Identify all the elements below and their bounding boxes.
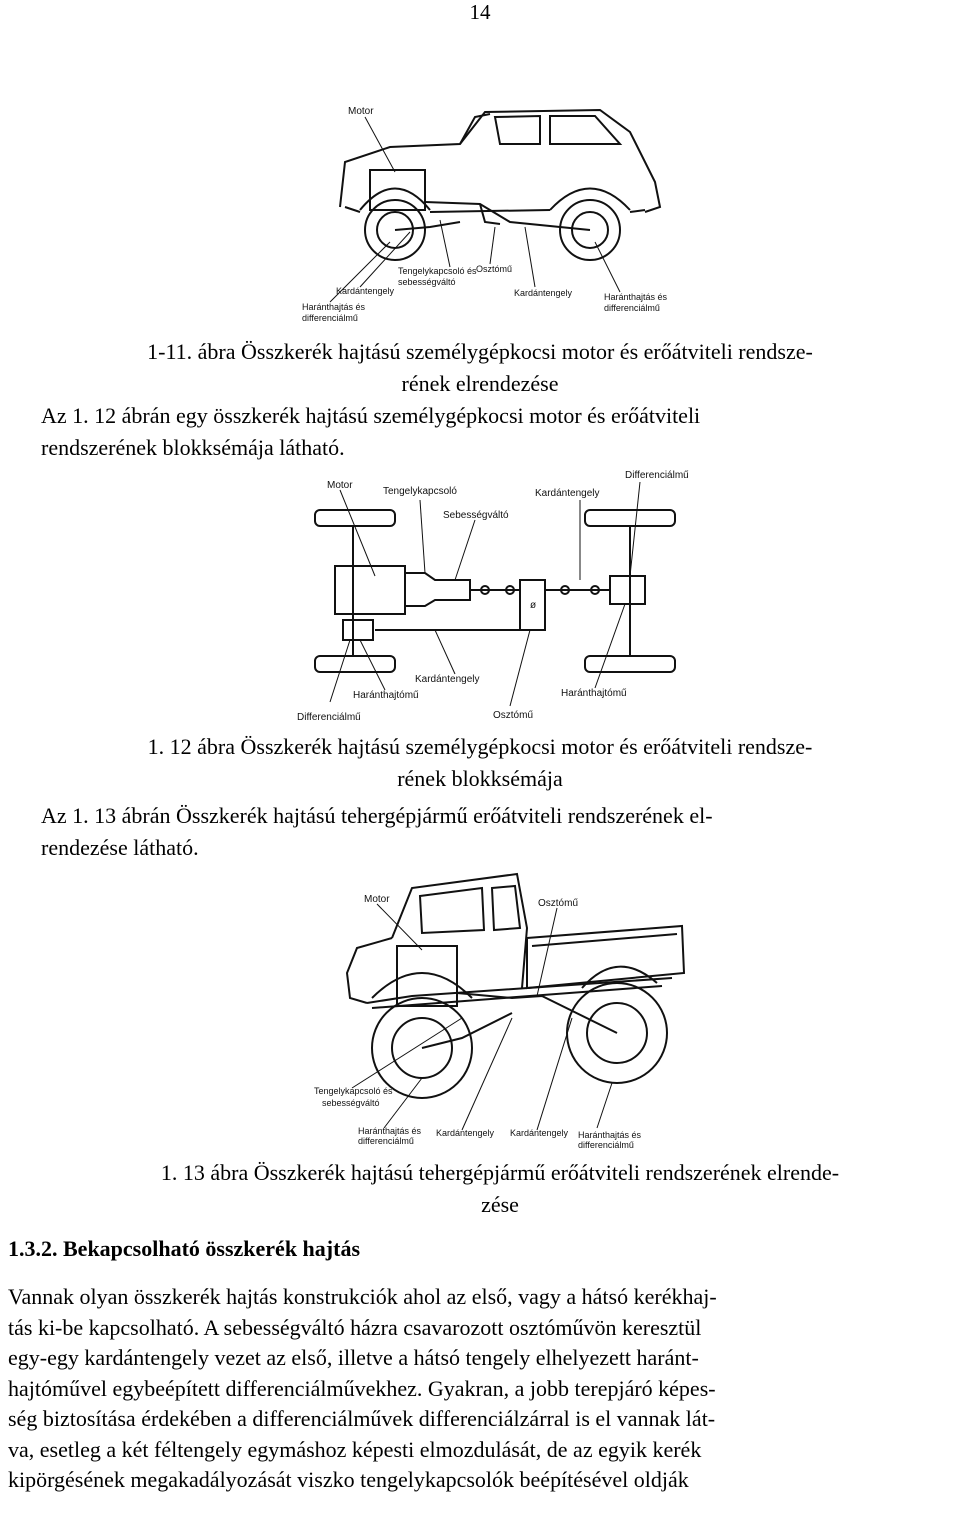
- fig2-label-sebessegvalto: Sebességváltó: [443, 510, 509, 521]
- fig1-label-haranthajtas-front-1: Haránthajtás és: [302, 302, 366, 312]
- fig1-label-haranthajtas-rear-1: Haránthajtás és: [604, 292, 668, 302]
- figure1-caption-line1: 1-11. ábra Összkerék hajtású személygépkocsi motor és erőátviteli rendsze-: [147, 339, 813, 364]
- fig1-label-kardan-rear: Kardántengely: [514, 288, 573, 298]
- figure-passenger-car: [300, 92, 680, 332]
- body-line: hajtóművel egybeépített differenciálművekhez. Gyakran, a jobb terepjáró képes-: [8, 1375, 716, 1401]
- fig3-label-haranthajtas-right-1: Haránthajtás és: [578, 1130, 642, 1140]
- body-text: [8, 1282, 953, 1496]
- fig2-label-motor: Motor: [327, 480, 353, 491]
- paragraph-2: [41, 800, 941, 864]
- fig2-label-osztomu: Osztómű: [493, 710, 534, 721]
- figure-block-schema: [295, 468, 715, 730]
- block-schema-drawing: [295, 468, 715, 730]
- body-line: ség biztosítása érdekében a differenciálművek differenciálzárral is el vannak lát-: [8, 1406, 716, 1431]
- fig3-label-kardan-1: Kardántengely: [436, 1128, 495, 1138]
- paragraph-1-line2: rendszerének blokksémája látható.: [41, 435, 345, 460]
- fig1-label-motor: Motor: [348, 106, 374, 117]
- body-line: egy-egy kardántengely vezet az első, illetve a hátsó tengely elhelyezett haránt-: [8, 1345, 699, 1370]
- fig2-osztomu-symbol: ø: [530, 600, 537, 611]
- fig2-label-haranthajtomu-left: Haránthajtómű: [353, 690, 419, 701]
- fig1-label-osztomu: Osztómű: [476, 264, 513, 274]
- fig3-label-osztomu: Osztómű: [538, 898, 579, 909]
- page-number: 14: [469, 0, 491, 24]
- fig2-label-kardantengely-bottom: Kardántengely: [415, 674, 480, 685]
- body-line: va, esetleg a két féltengely egymáshoz képesti elmozdulását, de az egyik kerék: [8, 1436, 702, 1462]
- paragraph-1-line1: Az 1. 12 ábrán egy összkerék hajtású személygépkocsi motor és erőátviteli: [41, 403, 701, 428]
- section-heading-wrap: [8, 1236, 360, 1262]
- figure1-caption-line2: rének elrendezése: [401, 371, 559, 396]
- figure2-caption-line2: rének blokksémája: [397, 766, 563, 791]
- fig3-label-haranthajtas-left-2: differenciálmű: [358, 1136, 414, 1146]
- fig1-label-kardan-front: Kardántengely: [336, 286, 395, 296]
- body-line: kipörgésének megakadályozását viszko tengelykapcsolók beépítésével oldják: [8, 1467, 689, 1492]
- figure2-caption-line1: 1. 12 ábra Összkerék hajtású személygépkocsi motor és erőátviteli rendsze-: [147, 734, 813, 759]
- fig3-label-haranthajtas-right-2: differenciálmű: [578, 1140, 634, 1150]
- body-line: Vannak olyan összkerék hajtás konstrukciók ahol az első, vagy a hátsó kerékhaj-: [8, 1284, 717, 1309]
- fig3-label-kardan-2: Kardántengely: [510, 1128, 569, 1138]
- figure3-caption-line2: zése: [481, 1192, 519, 1217]
- passenger-car-drawing: [300, 92, 680, 332]
- figure3-caption-line1: 1. 13 ábra Összkerék hajtású tehergépjármű erőátviteli rendszerének elrende-: [160, 1160, 840, 1185]
- figure3-caption: [40, 1157, 960, 1221]
- fig3-label-tengely-2: sebességváltó: [322, 1098, 380, 1108]
- paragraph-2-line2: rendezése látható.: [41, 835, 199, 860]
- fig3-label-tengely-1: Tengelykapcsoló és: [314, 1086, 393, 1096]
- fig2-label-differencialmu-bottom: Differenciálmű: [297, 712, 361, 723]
- fig2-label-tengelykapcsolo: Tengelykapcsoló: [383, 486, 457, 497]
- fig1-label-haranthajtas-rear-2: differenciálmű: [604, 303, 660, 313]
- figure1-caption: [40, 336, 920, 400]
- fig2-label-differencialmu-top: Differenciálmű: [625, 470, 689, 481]
- fig3-label-haranthajtas-left-1: Haránthajtás és: [358, 1126, 422, 1136]
- fig1-label-tengely-2: sebességváltó: [398, 277, 456, 287]
- fig3-label-motor: Motor: [364, 894, 390, 905]
- fig1-label-tengely-1: Tengelykapcsoló és: [398, 266, 477, 276]
- paragraph-1: [41, 400, 941, 464]
- body-line: tás ki-be kapcsolható. A sebességváltó házra csavarozott osztóművön keresztül: [8, 1314, 702, 1340]
- paragraph-2-line1: Az 1. 13 ábrán Összkerék hajtású tehergépjármű erőátviteli rendszerének el-: [41, 803, 713, 828]
- fig2-label-haranthajtomu-right: Haránthajtómű: [561, 688, 627, 699]
- section-heading: 1.3.2. Bekapcsolható összkerék hajtás: [8, 1236, 361, 1261]
- truck-drawing: [312, 868, 712, 1158]
- figure-truck: [312, 868, 712, 1158]
- figure2-caption: [40, 731, 920, 795]
- fig1-label-haranthajtas-front-2: differenciálmű: [302, 313, 358, 323]
- fig2-label-kardantengely-top: Kardántengely: [535, 488, 600, 499]
